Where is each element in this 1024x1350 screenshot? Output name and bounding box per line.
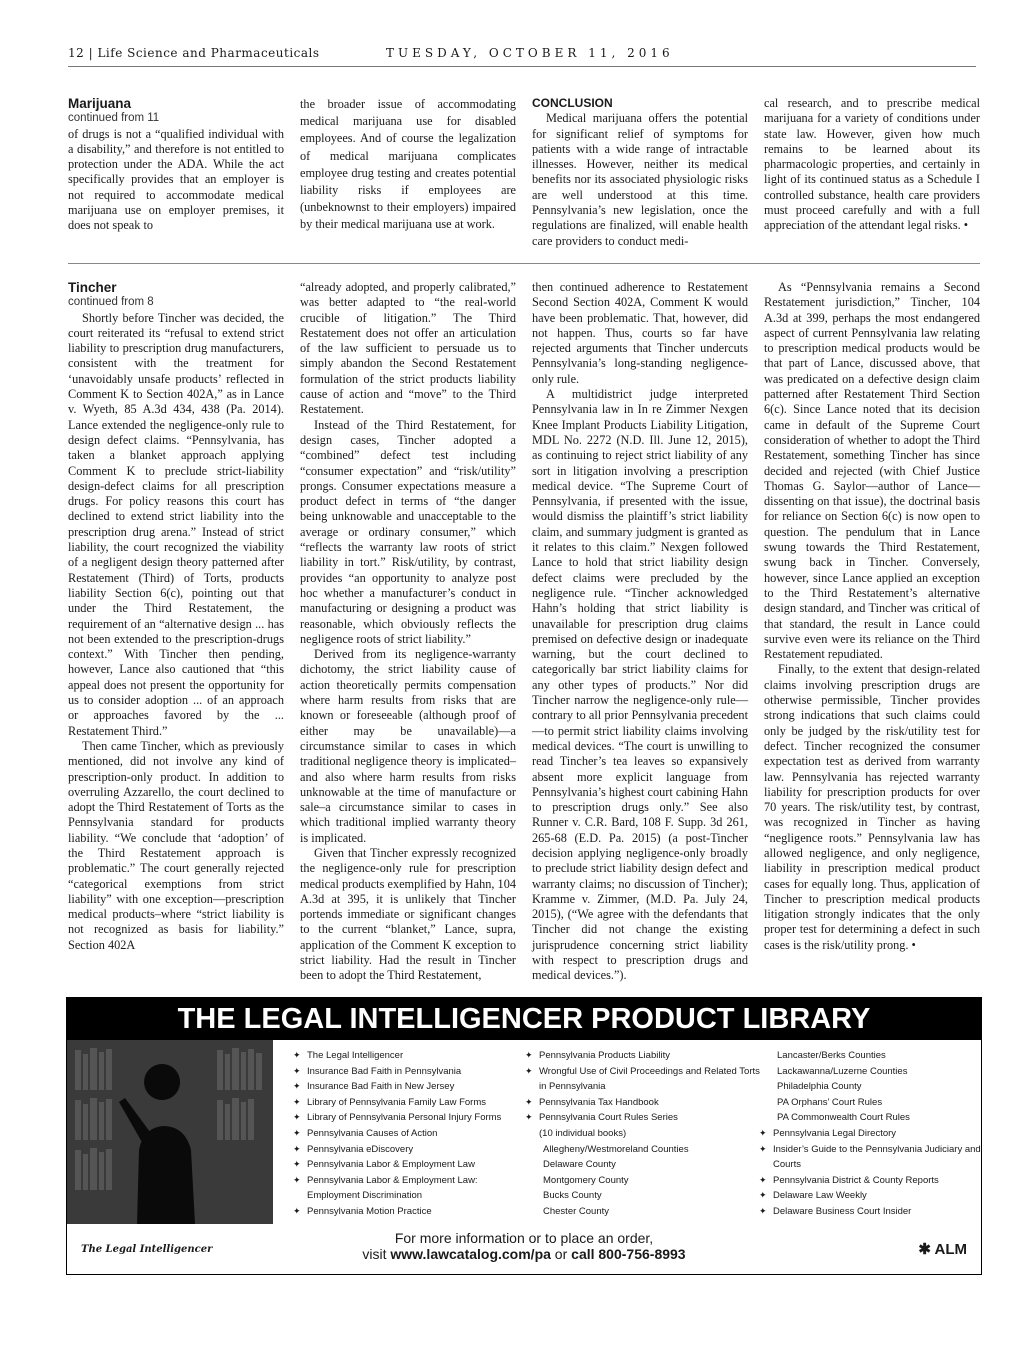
product-item: PA Orphans’ Court Rules [777,1096,883,1108]
product-item: ✦ Pennsylvania Causes of Action [293,1126,501,1142]
product-item: ✦ Pennsylvania Motion Practice [293,1204,501,1220]
article-title: Tincher [68,280,117,295]
tincher-col-3 [532,280,748,984]
continued-note: continued from 11 [68,112,160,125]
paragraph: Finally, to the extent that design-related claims involving prescription drugs are otherwise permissible, Tincher provides strong indications that such claims could only be judged by the risk/utility test for defect. Tincher recognized the consumer expectation test as derived from warranty law. Pennsylvania has rejected warranty liability for prescription products for over 70 years. The risk/utility test, by contrast, was recognized in Tincher as having “negligence roots.” Pennsylvania law has allowed negligence, and only negligence, liability in prescription medical product cases for equally long. Thus, application of Tincher to prescription medical products litigation strongly indicates that the only proper test for determining a defect in such cases is the risk/utility prong. • [764,662,980,952]
product-item: Delaware County [543,1159,616,1171]
running-header [68,44,976,67]
product-item: Montgomery County [543,1174,629,1186]
legal-intelligencer-logo: The Legal Intelligencer [81,1244,213,1255]
product-item: ✦ Pennsylvania Labor & Employment Law [293,1157,501,1173]
product-item: ✦ Delaware Business Court Insider [759,1204,981,1220]
product-item: Employment Discrimination [307,1190,423,1202]
alm-icon: ✱ [918,1241,935,1258]
product-item: ✦ Insurance Bad Faith in Pennsylvania [293,1064,501,1080]
product-library-ad [66,997,982,1275]
paragraph: Derived from its negligence-warranty dichotomy, the strict liability cause of action theoretically permits compensation where harm results from risks that are known or foreseeable (although proof of either may be unavailable)—a circumstance similar to cases in which traditional negligence theory is implicated–and also where harm results from risks unknowable at the time of manufacture or sale–a circumstance similar to cases in which traditional implied warranty theory is implicated. [300,647,516,845]
product-item: ✦ Pennsylvania eDiscovery [293,1142,501,1158]
product-item: ✦ Pennsylvania Tax Handbook [525,1095,760,1111]
page-section-label: 12 | Life Science and Pharmaceuticals [68,46,320,60]
marijuana-col-2 [300,96,516,249]
section-divider [68,263,980,264]
article-title: Marijuana [68,96,132,111]
product-item: ✦ The Legal Intelligencer [293,1048,501,1064]
product-item: ✦ Library of Pennsylvania Personal Injury Forms [293,1110,501,1126]
paragraph: As “Pennsylvania remains a Second Restatement jurisdiction,” Tincher, 104 A.3d at 399, perhaps the most endangered aspect of current Pennsylvania law relating to prescription medical products would be that part of Lance, discussed above, that was predicated on a defective design claim patterned after Restatement Third Section 6(c). Since Lance noted that its decision came in default of the Supreme Court consideration of whether to adopt the Third Restatement, something Tincher has since decided and rejected (with Chief Justice Thomas G. Saylor—author of Lance—dissenting on that issue), the doctrinal basis for reliance on Section 6(c) is now open to question. The pendulum that in Lance swung towards the Third Restatement, swung back in Tincher. Conversely, however, since Lance applied an exception to the Third Restatement’s alternative design standard, and Tincher was critical of that standard, the result in Lance could survive even were its reliance on the Third Restatement repudiated. [764,280,980,662]
product-item: ✦ Pennsylvania District & County Reports [759,1173,981,1189]
paragraph: Instead of the Third Restatement, for design cases, Tincher adopted a “combined” defect test including “consumer expectation” and “risk/utility” prongs. Consumer expectations measure a product defect in terms of “the danger being unknowable and unacceptable to the average or ordinary consumer,” which “reflects the warranty law roots of strict liability in tort.” Risk/utility, by contrast, provides “an opportunity to analyze post hoc whether a manufacturer’s conduct in manufacturing or designing a product was reasonable, which obviously reflects the negligence roots of strict liability.” [300,417,516,646]
phone-number: call 800-756-8993 [571,1246,686,1262]
ad-footer [67,1224,981,1272]
conclusion-heading: CONCLUSION [532,96,613,110]
paragraph: Shortly before Tincher was decided, the court reiterated its “refusal to extend strict liability to prescription drug manufacturers, consistent with the treatment for ‘unavoidably unsafe products’ reflected in Comment K to Section 402A,” as in Lance v. Wyeth, 85 A.3d 434, 438 (Pa. 2014). Lance extended the negligence-only rule to design defect claims. “Pennsylvania, has taken a blanket approach applying Comment K to preclude strict-liability design-defect claims for all prescription drugs. For policy reasons this court has declined to extend strict liability into the prescription drug arena.” Instead of strict liability, the court recognized the viability of a negligent design theory patterned after Restatement (Third) of Torts, products liability Section 6(c), pointing out that under the Third Restatement, the requirement of an “alternative design ... has not been extended to the prescription-drugs context.” With Tincher then pending, however, Lance also cautioned that “this appeal does not present the opportunity for us to consider adoption ... of an approach or approaches favored by the ... Restatement Third.” [68,310,284,738]
product-list-3 [759,1048,981,1220]
continued-note: continued from 8 [68,296,154,309]
marijuana-article [68,96,980,249]
issue-date: TUESDAY, OCTOBER 11, 2016 [386,46,674,60]
marijuana-col-1 [68,96,284,249]
tincher-col-4 [764,280,980,984]
product-item: (10 individual books) [539,1127,627,1139]
paragraph: Then came Tincher, which as previously mentioned, did not involve any kind of prescription-only product. In addition to overruling Azzarello, the court declined to adopt the Third Restatement of Torts as the Pennsylvania standard for products liability. “We conclude that ‘adoption’ of the Third Restatement approach is problematic.” The court generally rejected “categorical exemptions from strict liability” with one exception—prescription medical products–where “strict liability is not recognized as basis for liability.” Section 402A [68,738,284,952]
tincher-col-1 [68,280,284,984]
product-item: Bucks County [543,1190,602,1202]
product-item: ✦ Pennsylvania Labor & Employment Law: [293,1173,501,1189]
catalog-link[interactable]: www.lawcatalog.com/pa [390,1246,551,1262]
product-item: Lancaster/Berks Counties [777,1050,886,1061]
marijuana-col-4 [764,96,980,249]
product-item: ✦ Pennsylvania Legal Directory [759,1126,981,1142]
paragraph: A multidistrict judge interpreted Pennsylvania law in In re Zimmer Nexgen Knee Implant Products Liability Litigation, MDL No. 2272 (N.D. Ill. June 12, 2015), as continuing to reject strict liability of any sort in litigation involving a prescription medical device. “The Supreme Court of Pennsylvania, if presented with the issue, would dismiss the plaintiff’s strict liability claim, and summary judgment is granted as it relates to this claim.” Nexgen followed Lance to hold that strict liability design defect claims were precluded by the negligence rule. “Tincher acknowledged Hahn’s holding that strict liability is unavailable for prescription drug claims premised on defective design or inadequate warning, but the court declined to categorically bar strict liability claims for any other types of products.” Nor did Tincher narrow the negligence-only rule—contrary to all prior Pennsylvania precedent—to permit strict liability claims involving medical devices. “The court is unwilling to read Tincher’s tea leaves so expansively absent more explicit language from Pennsylvania’s highest court cabining Hahn to prescription drugs only.” See also Runner v. C.R. Bard, 108 F. Supp. 3d 261, 265-68 (E.D. Pa. 2015) (a post-Tincher decision applying negligence-only broadly to preclude strict liability design defect and warranty claims; no discussion of Tincher); Kramme v. Zimmer, (M.D. Pa. July 24, 2015), (“We agree with the defendants that Tincher did not change the existing jurisprudence concerning strict liability with respect to prescription drugs and medical devices.”). [532,387,748,983]
product-item: PA Commonwealth Court Rules [777,1112,910,1124]
paragraph: the broader issue of accommodating medical marijuana use for disabled employees. And of course the legalization of medical marijuana complicates employee drug testing and creates potential liability risks if employees are (unbeknownst to their employers) impaired by their medical marijuana use at work. [300,97,516,232]
product-list-2 [525,1048,760,1220]
paragraph: cal research, and to prescribe medical marijuana for a variety of conditions under state law. However, given how much remains to be learned about its pharmacologic properties, and certainly in light of its continued status as a Schedule I controlled substance, health care providers must proceed carefully and with a full appreciation of the attendant legal risks. • [764,96,980,233]
product-item: ✦ Pennsylvania Court Rules Series [525,1110,760,1126]
paragraph: Given that Tincher expressly recognized the negligence-only rule for prescription medical products exemplified by Hahn, 104 A.3d at 395, it is unlikely that Tincher portends immediate or significant changes to the current “blanket,” Lance, supra, application of the Comment K exception to strict liability. Had the result in Tincher been to adopt the Third Restatement, [300,845,516,983]
product-item: Allegheny/Westmoreland Counties [543,1143,689,1155]
marijuana-col-3 [532,96,748,249]
product-item: Chester County [543,1205,610,1217]
product-item: Lackawanna/Luzerne Counties [777,1065,908,1077]
paragraph: then continued adherence to Restatement Second Section 402A, Comment K would have been problematic. That, however, did not happen. Thus, courts so far have rejected arguments that Tincher undercuts Pennsylvania’s long-standing negligence-only rule. [532,280,748,386]
library-photo [67,1040,273,1224]
product-item: ✦ Pennsylvania Products Liability [525,1048,760,1064]
product-item: ✦ Wrongful Use of Civil Proceedings and Related Torts [525,1064,760,1080]
ad-banner: THE LEGAL INTELLIGENCER PRODUCT LIBRARY [67,998,981,1040]
ad-info-line: For more information or to place an order, [394,1230,654,1246]
product-item: Philadelphia County [777,1081,862,1093]
tincher-article [68,280,980,984]
tincher-col-2 [300,280,516,984]
product-item: ✦ Delaware Law Weekly [759,1188,981,1204]
ad-contact-line: visit www.lawcatalog.com/pa or call 800-756-8993 [362,1246,686,1262]
product-item: ✦ Insider’s Guide to the Pennsylvania Judiciary and [759,1142,981,1158]
paragraph: “already adopted, and properly calibrated,” was better adapted to “the real-world crucible of litigation.” The Third Restatement does not offer an articulation of the law sufficient to persuade us to simply abandon the Second Restatement formulation of the strict products liability cause of action and “move” to the Third Restatement. [300,280,516,417]
alm-logo: ✱ ALM [918,1241,967,1258]
product-item: ✦ Library of Pennsylvania Family Law Forms [293,1095,501,1111]
paragraph: Medical marijuana offers the potential for significant relief of symptoms for patients with a wide range of intractable illnesses. However, neither its medical benefits nor its associated physiologic risks are well understood at this time. Pennsylvania’s new legislation, once the regulations are finalized, will enable health care providers to conduct medi- [532,111,748,248]
ad-body [67,1040,981,1224]
product-item: Courts [773,1159,801,1171]
paragraph: of drugs is not a “qualified individual with a disability,” and therefore is not entitled to protection under the ADA. While the act specifically provides that an employer is not required to accommodate medical marijuana use on employer premises, it does not speak to [68,126,284,233]
product-item: ✦ Insurance Bad Faith in New Jersey [293,1079,501,1095]
product-item: in Pennsylvania [539,1081,606,1093]
product-list-1 [293,1048,501,1220]
